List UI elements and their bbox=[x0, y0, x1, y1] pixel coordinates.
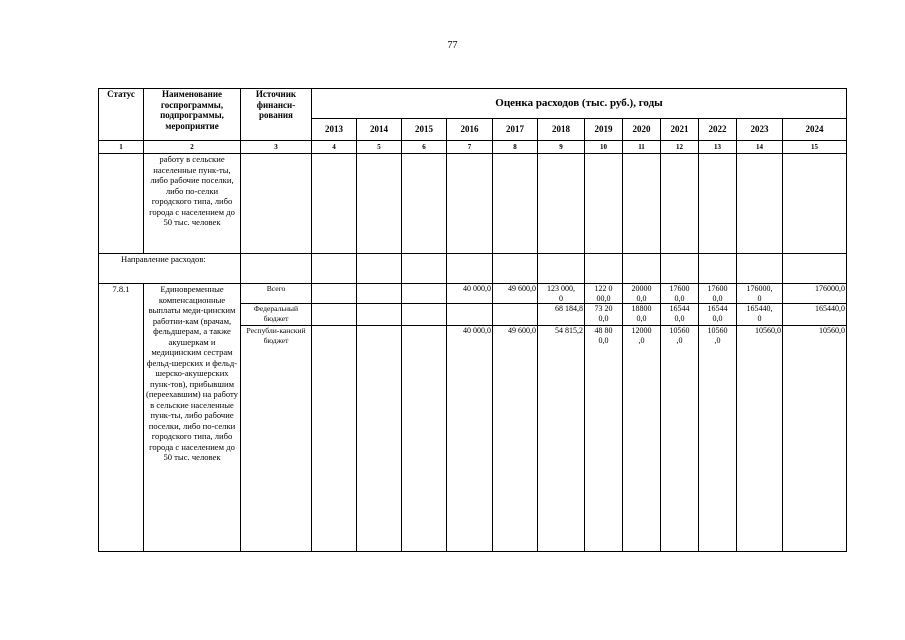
value-cell: 73 20 0,0 bbox=[585, 304, 623, 326]
table-row bbox=[99, 154, 847, 254]
value-cell: 16544 0,0 bbox=[661, 304, 699, 326]
value-cell: 123 000, 0 bbox=[538, 284, 585, 304]
value-cell bbox=[357, 326, 402, 552]
header-year: 2018 bbox=[538, 119, 585, 141]
column-number: 7 bbox=[447, 141, 493, 154]
value-cell: 68 184,8 bbox=[538, 304, 585, 326]
direction-label: Направление расходов: bbox=[99, 254, 241, 284]
value-cell: 17600 0,0 bbox=[661, 284, 699, 304]
column-number: 9 bbox=[538, 141, 585, 154]
header-source: Источник финанси-рования bbox=[241, 89, 312, 141]
value-cell: 40 000,0 bbox=[447, 326, 493, 552]
value-cell: 12000 ,0 bbox=[623, 326, 661, 552]
header-year: 2023 bbox=[737, 119, 783, 141]
header-year: 2020 bbox=[623, 119, 661, 141]
value-cell: 10560 ,0 bbox=[699, 326, 737, 552]
value-cell bbox=[447, 304, 493, 326]
cell bbox=[99, 154, 144, 254]
value-cell: 176000, 0 bbox=[737, 284, 783, 304]
page-number: 77 bbox=[447, 40, 458, 51]
column-number: 6 bbox=[402, 141, 447, 154]
header-year: 2016 bbox=[447, 119, 493, 141]
table-row bbox=[99, 254, 847, 284]
column-number: 4 bbox=[312, 141, 357, 154]
value-cell: 165440,0 bbox=[783, 304, 847, 326]
value-cell: 165440, 0 bbox=[737, 304, 783, 326]
value-cell bbox=[402, 304, 447, 326]
value-cell bbox=[312, 304, 357, 326]
value-cell: 176000,0 bbox=[783, 284, 847, 304]
column-number: 12 bbox=[661, 141, 699, 154]
source-cell: Всего bbox=[241, 284, 312, 304]
item-name: Единовременные компенсационные выплаты меди-цинским работни-кам (врачам, фельдшерам, а также акушеркам и медицинским сестрам фельд-шерских и фельд-шерско-акушерских пунк-тов), прибывшим (переехавшим) на работу в сельские населенные пунк-ты, либо рабочие поселки, либо по-селки городского типа, либо города с населением до 50 тыс. человек bbox=[144, 284, 241, 552]
column-number: 13 bbox=[699, 141, 737, 154]
header-name: Наименование госпрограммы, подпрограммы, мероприятие bbox=[144, 89, 241, 141]
column-number: 11 bbox=[623, 141, 661, 154]
value-cell bbox=[493, 304, 538, 326]
value-cell: 10560,0 bbox=[737, 326, 783, 552]
column-number: 15 bbox=[783, 141, 847, 154]
value-cell bbox=[357, 304, 402, 326]
column-number: 5 bbox=[357, 141, 402, 154]
value-cell: 18800 0,0 bbox=[623, 304, 661, 326]
value-cell bbox=[312, 326, 357, 552]
value-cell: 16544 0,0 bbox=[699, 304, 737, 326]
source-cell: Республи-канский бюджет bbox=[241, 326, 312, 552]
table-row bbox=[99, 284, 847, 304]
continuation-name: работу в сельские населенные пунк-ты, либо рабочие поселки, либо по-селки городского типа, либо города с населением до 50 тыс. человек bbox=[144, 154, 241, 254]
value-cell: 48 80 0,0 bbox=[585, 326, 623, 552]
column-number: 3 bbox=[241, 141, 312, 154]
value-cell: 10560,0 bbox=[783, 326, 847, 552]
column-number: 10 bbox=[585, 141, 623, 154]
value-cell: 54 815,2 bbox=[538, 326, 585, 552]
value-cell bbox=[402, 284, 447, 304]
column-number: 2 bbox=[144, 141, 241, 154]
value-cell: 10560 ,0 bbox=[661, 326, 699, 552]
header-year: 2015 bbox=[402, 119, 447, 141]
header-year: 2014 bbox=[357, 119, 402, 141]
expenditure-table bbox=[98, 88, 847, 552]
header-year: 2013 bbox=[312, 119, 357, 141]
header-year: 2017 bbox=[493, 119, 538, 141]
item-status: 7.8.1 bbox=[99, 284, 144, 552]
header-estimate: Оценка расходов (тыс. руб.), годы bbox=[312, 89, 847, 119]
header-year: 2022 bbox=[699, 119, 737, 141]
value-cell bbox=[312, 284, 357, 304]
cell bbox=[241, 154, 312, 254]
header-year: 2024 bbox=[783, 119, 847, 141]
value-cell: 49 600,0 bbox=[493, 284, 538, 304]
header-status: Статус bbox=[99, 89, 144, 141]
value-cell: 122 0 00,0 bbox=[585, 284, 623, 304]
value-cell: 49 600,0 bbox=[493, 326, 538, 552]
value-cell bbox=[402, 326, 447, 552]
column-number: 8 bbox=[493, 141, 538, 154]
value-cell bbox=[357, 284, 402, 304]
column-number: 14 bbox=[737, 141, 783, 154]
header-year: 2021 bbox=[661, 119, 699, 141]
header-year: 2019 bbox=[585, 119, 623, 141]
value-cell: 17600 0,0 bbox=[699, 284, 737, 304]
column-number: 1 bbox=[99, 141, 144, 154]
value-cell: 40 000,0 bbox=[447, 284, 493, 304]
value-cell: 20000 0,0 bbox=[623, 284, 661, 304]
source-cell: Федеральный бюджет bbox=[241, 304, 312, 326]
